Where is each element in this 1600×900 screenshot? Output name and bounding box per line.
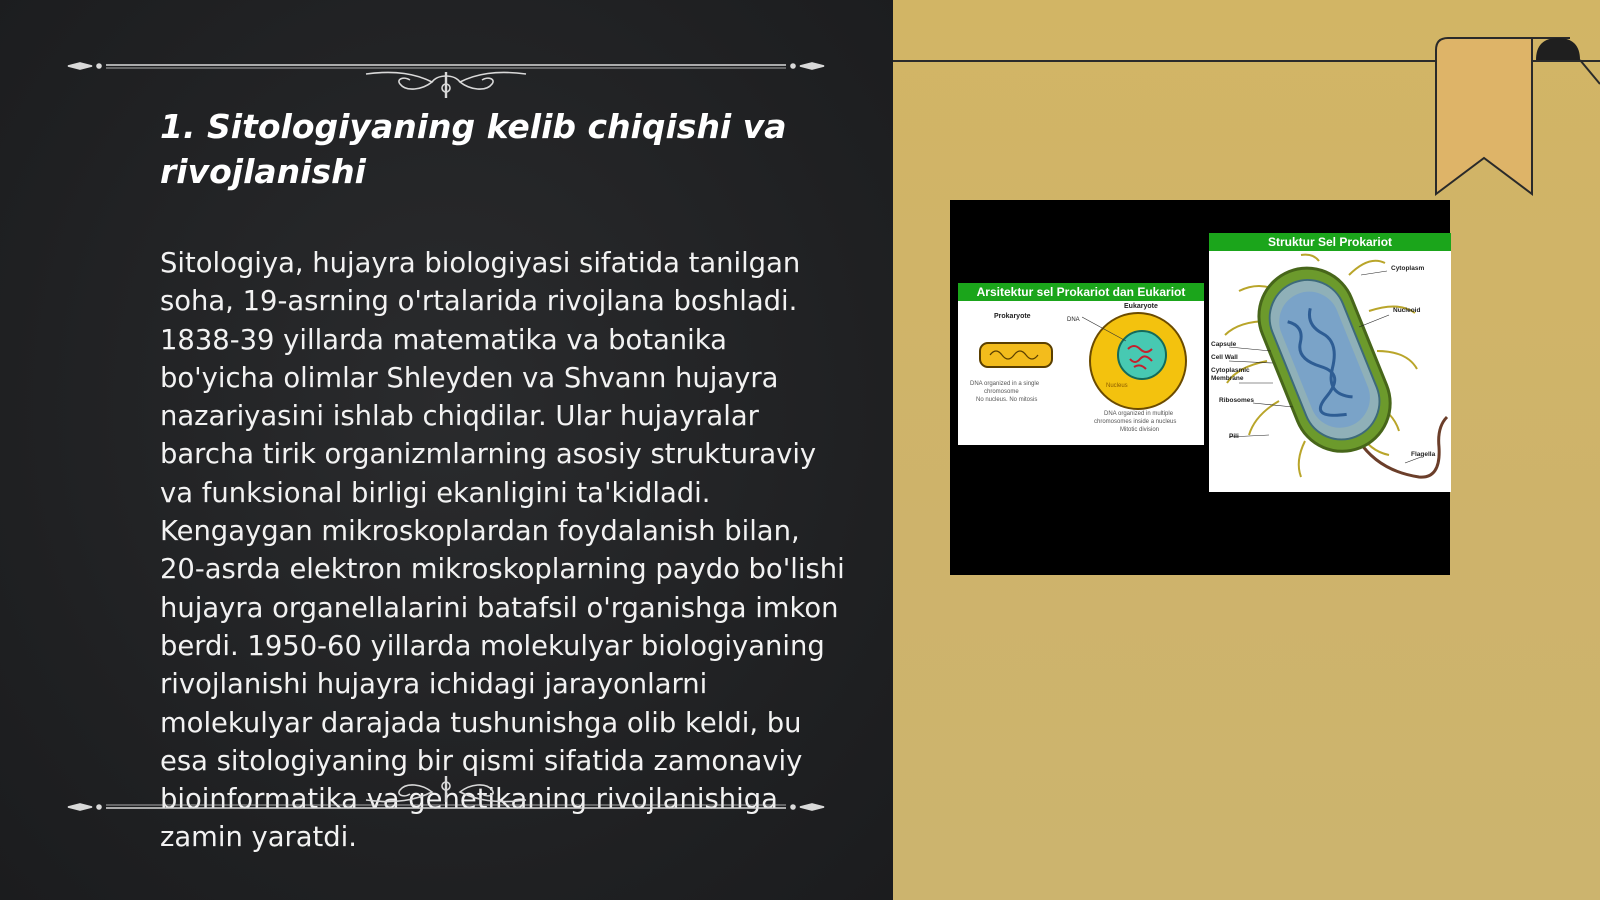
label-pili: Pili [1229,433,1239,440]
ornament-bottom-divider [66,772,826,822]
label-cytoplasm: Cytoplasm [1391,265,1425,272]
architecture-card-heading: Arsitektur sel Prokariot dan Eukariot [958,283,1204,301]
label-flagella: Flagella [1411,451,1436,458]
nucleus-label: Nucleus [1106,383,1128,389]
prokaryote-caption-3: No nucleus. No mitosis [976,397,1038,403]
slide-body-text: Sitologiya, hujayra biologiyasi sifatida tanilgan soha, 19-asrning o'rtalarida rivojlana boshladi. 1838-39 yillarda matematika va botanika bo'yicha olimlar Shleyden va Shvann hujayra nazariyasini ishlab chiqdilar. Ular hujayralar barcha tirik organizmlarning asosiy strukturaviy va funksional birligi ekanligini ta'kidladi. Kengaygan mikroskoplardan foydalanish bilan, 20-asrda elektron mikroskoplarning paydo bo'lishi hujayra organellalarini batafsil o'rganishga imkon berdi. 1950-60 yillarda molekulyar biologiyaning rivojlanishi hujayra ichidagi jarayonlarni molekulyar darajada tushunishga olib keldi, bu esa sitologiyaning bir qismi sifatida zamonaviy bioinformatika va genetikaning rivojlanishiga zamin yaratdi. [160,248,845,854]
prokaryote-cell-illustration [976,325,1056,369]
structure-card-heading: Struktur Sel Prokariot [1209,233,1451,251]
ornament-top-divider [66,52,826,102]
label-nucleoid: Nucleoid [1393,307,1421,314]
label-cytoplasmic: Cytoplasmic [1211,367,1250,374]
label-capsule: Capsule [1211,341,1237,348]
dna-label: DNA [1067,317,1080,323]
eukaryote-cell-illustration [1082,311,1194,411]
label-cell-wall: Cell Wall [1211,354,1238,361]
prokaryote-caption-2: chromosome [984,389,1019,395]
eukaryote-caption-2: chromosomes inside a nucleus [1094,419,1177,425]
label-ribosomes: Ribosomes [1219,397,1255,404]
structure-card [1209,233,1451,492]
prokaryote-caption-1: DNA organized in a single [970,381,1040,387]
slide-title: 1. Sitologiyaning kelib chiqishi va rivojlanishi [160,107,787,191]
cell-diagram-figure [950,200,1450,575]
eukaryote-caption-3: Mitotic division [1120,427,1160,433]
eukaryote-caption-1: DNA organized in multiple [1104,411,1174,417]
eukaryote-label: Eukaryote [1124,303,1158,310]
label-membrane: Membrane [1211,375,1244,382]
prokaryote-label: Prokaryote [994,313,1031,320]
architecture-card [958,283,1204,445]
bookmark-ribbon [1432,34,1600,204]
